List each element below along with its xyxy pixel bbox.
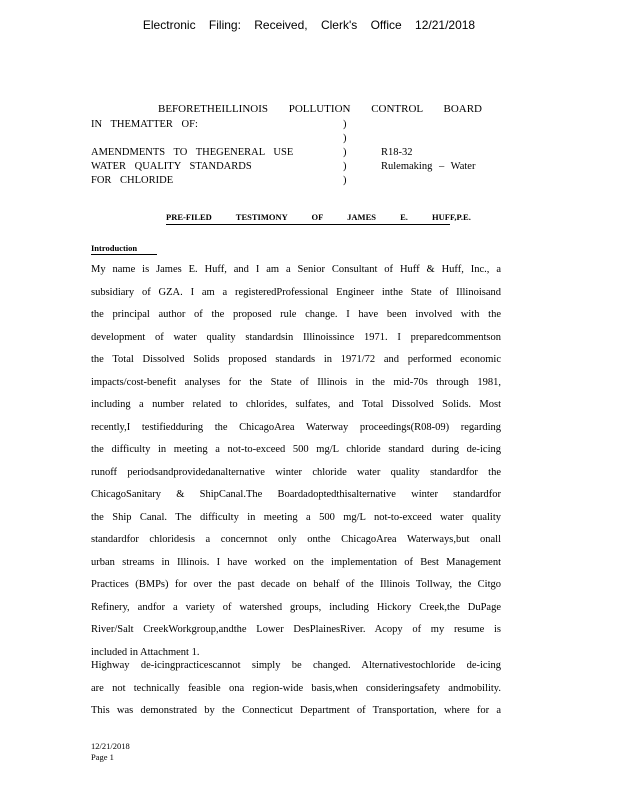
filing-stamp: Electronic Filing: Received, Clerk's Office 12/21/2018 — [142, 18, 476, 32]
text-line: Refinery, andfor a variety of watershed groups, including Hickory Creek,the DuPage — [91, 601, 501, 613]
paragraph-introduction — [91, 259, 501, 664]
caption-paren: ) — [343, 119, 347, 130]
text-line: My name is James E. Huff, and I am a Senior Consultant of Huff & Huff, Inc., a — [91, 264, 501, 275]
caption-paren: ) — [343, 161, 347, 172]
rulemaking-type: Rulemaking – Water — [381, 161, 476, 172]
caption-right-line — [381, 118, 475, 132]
caption-left-line: FOR CHLORIDE — [91, 175, 174, 186]
text-line: runoff periodsandprovidedanalternative winter chloride water quality standardfor the — [91, 466, 501, 478]
board-title: BEFORETHEILLINOIS POLLUTION CONTROL BOARD — [158, 103, 482, 115]
text-line: recently,I testifiedduring the ChicagoArea Waterway proceedings(R08-09) regarding — [91, 421, 501, 433]
docket-number: R18-32 — [381, 147, 413, 158]
testimony-title: PRE-FILED TESTIMONY OF JAMES E. HUFF,P.E. — [166, 212, 450, 225]
text-line: This was demonstrated by the Connecticut Department of Transportation, where for a — [91, 705, 501, 716]
caption-right-line — [381, 174, 475, 188]
text-line: the Total Dissolved Solids proposed standards in 1971/72 and performed economic — [91, 354, 501, 365]
page-footer — [91, 741, 130, 763]
footer-date: 12/21/2018 — [91, 741, 130, 751]
caption-paren: ) — [343, 147, 347, 158]
caption-right — [381, 118, 475, 188]
caption-paren: ) — [343, 133, 347, 144]
caption-left-line: IN THEMATTER OF: — [91, 119, 198, 130]
text-line: Practices (BMPs) for over the past decade on behalf of the Illinois Tollway, the Citgo — [91, 579, 501, 590]
text-line: are not technically feasible ona region-wide basis,when consideringsafety andmobility. — [91, 682, 501, 694]
caption-left-line — [91, 132, 293, 146]
caption-paren: ) — [343, 175, 347, 186]
page-number: Page 1 — [91, 752, 114, 762]
caption-right-line — [381, 132, 475, 146]
text-line: including a number related to chlorides, sulfates, and Total Dissolved Solids. Most — [91, 399, 501, 410]
text-line: development of water quality standardsin Illinoissince 1971. I preparedcommentson — [91, 331, 501, 343]
text-line: subsidiary of GZA. I am a registeredProfessional Engineer inthe State of Illinoisand — [91, 286, 501, 298]
text-line: urban streams in Illinois. I have worked on the implementation of Best Management — [91, 556, 501, 568]
caption-left-line: WATER QUALITY STANDARDS — [91, 161, 252, 172]
paragraph-deicing — [91, 655, 501, 723]
text-line: River/Salt CreekWorkgroup,andthe Lower DesPlainesRiver. Acopy of my resume is — [91, 624, 501, 635]
text-line: the Ship Canal. The difficulty in meeting a 500 mg/L not-to-exceed water quality — [91, 511, 501, 523]
text-line: standardfor chloridesis a concernnot only onthe ChicagoArea Waterways,but onall — [91, 534, 501, 545]
text-line: the principal author of the proposed rule change. I have been involved with the — [91, 309, 501, 320]
text-line: ChicagoSanitary & ShipCanal.The Boardadoptedthisalternative winter standardfor — [91, 489, 501, 500]
section-heading-introduction: Introduction — [91, 243, 157, 255]
text-line: included in Attachment 1. — [91, 646, 200, 658]
text-line: impacts/cost-benefit analyses for the State of Illinois in the mid-70s through 1981, — [91, 376, 501, 388]
caption-left-line: AMENDMENTS TO THEGENERAL USE — [91, 147, 294, 158]
caption-left — [91, 118, 293, 188]
text-line: the difficulty in meeting a not-to-exceed 500 mg/L chloride standard during de-icing — [91, 444, 501, 455]
caption-parens — [343, 118, 347, 188]
text-line: Highway de-icingpracticescannot simply be changed. Alternativestochloride de-icing — [91, 660, 501, 671]
